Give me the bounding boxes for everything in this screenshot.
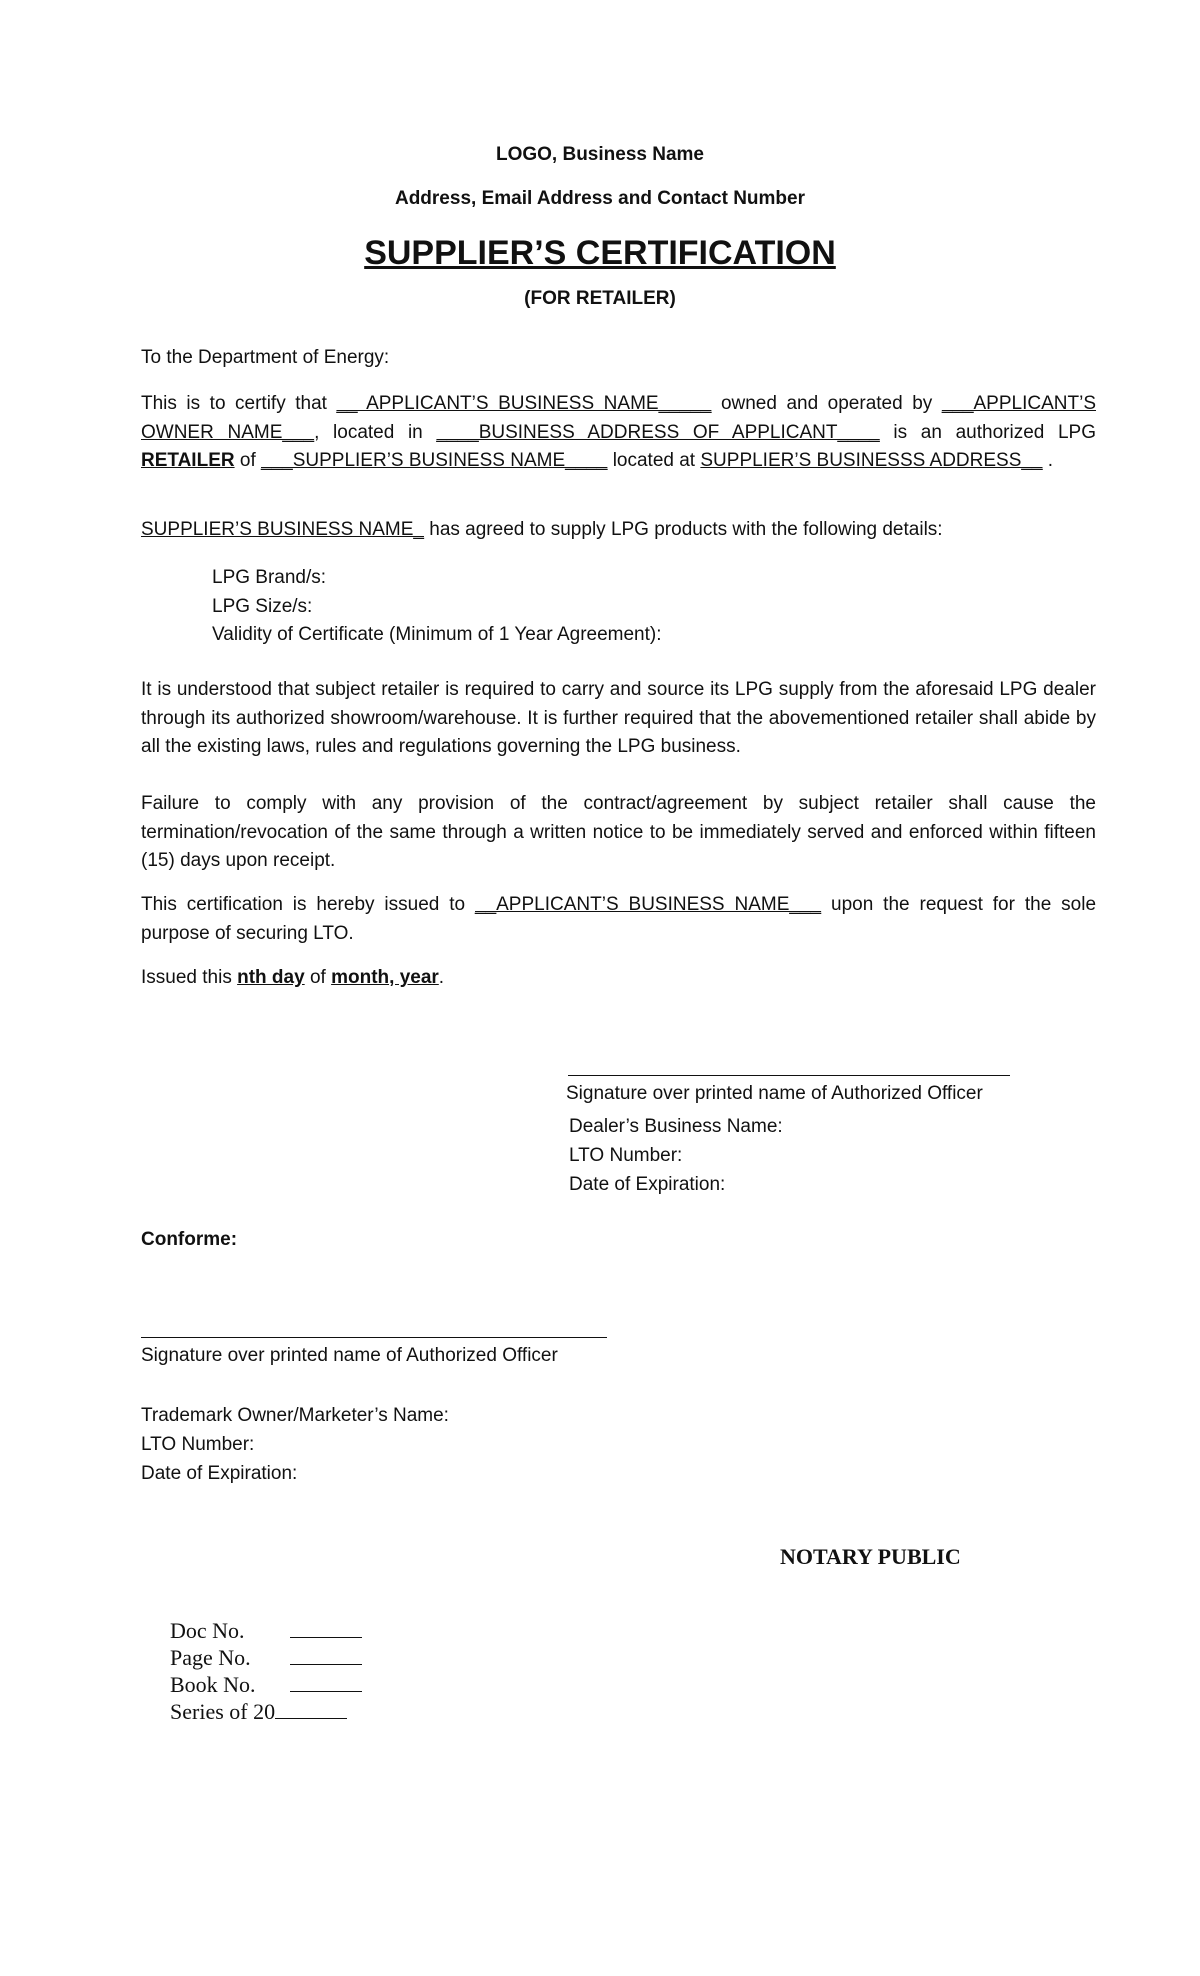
certify-text-2: owned and operated by — [720, 393, 933, 414]
salutation: To the Department of Energy: — [141, 347, 390, 368]
agreement-text: has agreed to supply LPG products with the following details: — [429, 519, 943, 540]
details-list — [212, 564, 662, 650]
book-no-blank — [290, 1673, 362, 1692]
detail-lpg-brand: LPG Brand/s: — [212, 567, 327, 588]
conforme-expiration-label: Date of Expiration: — [141, 1463, 298, 1484]
conforme-fields — [141, 1401, 449, 1488]
issued-to-text-2: upon the request for the sole purpose of securing LTO. — [141, 894, 1097, 944]
certify-text-1: This is to certify that — [141, 393, 327, 414]
certify-text-6: located at — [612, 450, 696, 471]
applicant-business-name-field: __ APPLICANT’S BUSINESS NAME_____ — [336, 393, 712, 414]
logo-business-name: LOGO, Business Name — [495, 144, 704, 165]
agreement-line — [141, 519, 943, 541]
agreement-supplier-name: SUPPLIER’S BUSINESS NAME_ — [141, 519, 424, 540]
issued-to-paragraph — [141, 891, 1096, 948]
detail-lpg-size: LPG Size/s: — [212, 595, 313, 617]
certify-period: . — [1047, 450, 1054, 471]
dealer-signature-caption: Signature over printed name of Authorized Officer — [566, 1083, 983, 1104]
conforme-signature-caption: Signature over printed name of Authorized Officer — [141, 1345, 558, 1366]
issued-period: . — [438, 967, 445, 988]
failure-paragraph: Failure to comply with any provision of the contract/agreement by subject retailer shall cause the termination/revocation of the same through a written notice to be immediately served and enforced within fifteen (15) days upon receipt. — [141, 793, 1096, 871]
page-title: SUPPLIER’S CERTIFICATION — [364, 234, 836, 272]
issued-text-2: of — [309, 967, 326, 988]
applicant-owner-name-field: ___APPLICANT’S OWNER NAME___ — [141, 393, 1096, 443]
doc-no-blank — [290, 1619, 362, 1638]
issued-text-1: Issued this — [141, 967, 232, 988]
issued-day-field: nth day — [237, 967, 305, 988]
book-no-row — [170, 1671, 362, 1698]
detail-validity: Validity of Certificate (Minimum of 1 Year Agreement): — [212, 624, 662, 645]
doc-no-row — [170, 1617, 362, 1644]
contact-line: Address, Email Address and Contact Number — [394, 188, 805, 209]
issued-date-line — [141, 967, 444, 989]
dealer-expiration-label: Date of Expiration: — [569, 1174, 726, 1195]
certify-text-3: , located in — [314, 421, 423, 443]
series-blank — [275, 1700, 347, 1719]
certify-paragraph — [141, 390, 1096, 476]
doc-no-label: Doc No. — [170, 1618, 245, 1643]
business-address-field: ____BUSINESS ADDRESS OF APPLICANT____ — [436, 421, 880, 443]
understood-paragraph: It is understood that subject retailer is required to carry and source its LPG supply from the aforesaid LPG dealer through its authorized showroom/warehouse. It is further required that the abovementioned retailer shall abide by all the existing laws, rules and regulations governing the LPG business. — [141, 679, 1096, 757]
trademark-owner-label: Trademark Owner/Marketer’s Name: — [141, 1405, 449, 1426]
retailer-label: RETAILER — [141, 450, 235, 471]
conforme-lto-number-label: LTO Number: — [141, 1434, 255, 1455]
series-label: Series of 20 — [170, 1699, 276, 1724]
dealer-signature-line — [568, 1075, 1010, 1076]
issued-to-applicant-field: __APPLICANT’S BUSINESS NAME___ — [475, 894, 822, 915]
notary-public-title: NOTARY PUBLIC — [780, 1544, 961, 1569]
dealer-lto-number-label: LTO Number: — [569, 1145, 683, 1166]
dealer-fields — [569, 1112, 783, 1199]
page-no-blank — [290, 1646, 362, 1665]
supplier-business-name-field: ___SUPPLIER’S BUSINESS NAME____ — [261, 450, 608, 471]
certify-text-5: of — [239, 450, 256, 471]
issued-month-year-field: month, year — [331, 967, 439, 988]
dealer-business-name-label: Dealer’s Business Name: — [569, 1116, 783, 1137]
page-subtitle: (FOR RETAILER) — [524, 288, 676, 309]
certify-text-4: is an authorized LPG — [893, 421, 1097, 443]
conforme-signature-line — [141, 1337, 607, 1338]
supplier-address-field: SUPPLIER’S BUSINESSS ADDRESS__ — [700, 450, 1043, 471]
series-row — [170, 1698, 362, 1725]
book-no-label: Book No. — [170, 1672, 256, 1697]
page-no-label: Page No. — [170, 1645, 251, 1670]
conforme-label: Conforme: — [141, 1229, 238, 1250]
page-no-row — [170, 1644, 362, 1671]
notary-entries — [170, 1617, 362, 1725]
issued-to-text-1: This certification is hereby issued to — [141, 894, 466, 915]
